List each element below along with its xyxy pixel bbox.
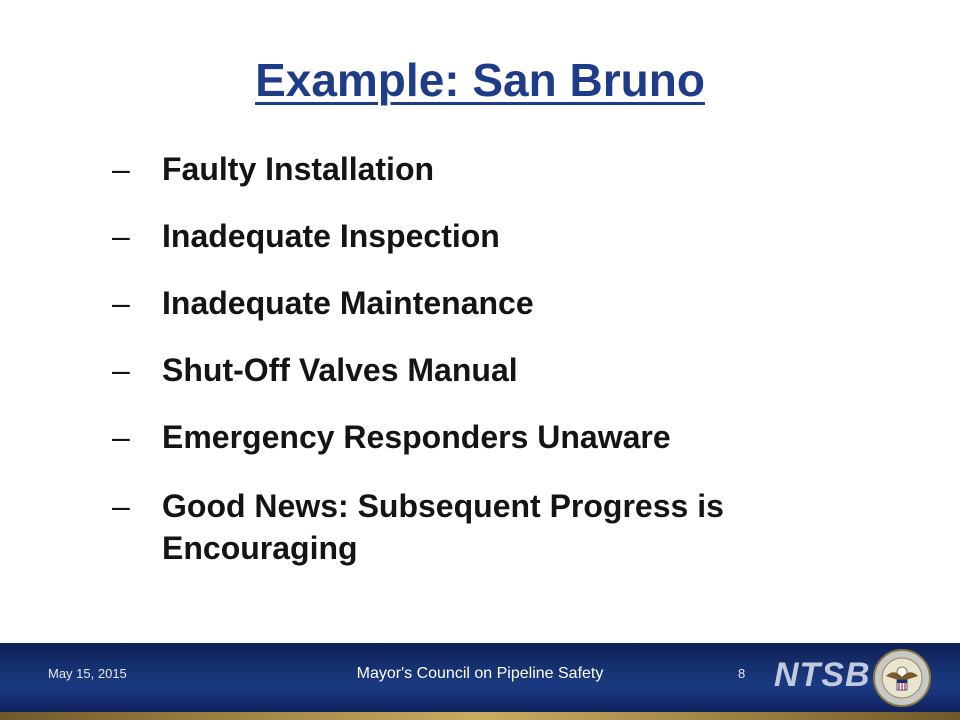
list-item: [112, 485, 852, 569]
list-item: [112, 351, 852, 389]
dash-icon: –: [112, 352, 130, 388]
footer-date: May 15, 2015: [48, 666, 127, 681]
slide-title: Example: San Bruno: [255, 54, 705, 106]
dash-icon: –: [112, 151, 130, 187]
list-item: [112, 418, 852, 456]
dash-icon: –: [112, 285, 130, 321]
dash-icon: –: [112, 488, 130, 524]
ntsb-seal-icon: [872, 648, 932, 708]
dash-icon: –: [112, 218, 130, 254]
list-item: [112, 217, 852, 255]
bullet-text: Shut-Off Valves Manual: [162, 352, 518, 388]
dash-icon: –: [112, 419, 130, 455]
bullet-text: Inadequate Maintenance: [162, 285, 534, 321]
bullet-text: Emergency Responders Unaware: [162, 419, 671, 455]
bullet-text: Faulty Installation: [162, 151, 435, 187]
bullet-list: [112, 150, 852, 598]
bullet-text: Inadequate Inspection: [162, 218, 500, 254]
ntsb-logo: NTSB: [774, 656, 871, 694]
bullet-text: Good News: Subsequent Progress is Encouraging: [162, 488, 724, 566]
footer-event-title: Mayor's Council on Pipeline Safety: [356, 665, 604, 682]
page-number: 8: [738, 666, 746, 681]
list-item: [112, 150, 852, 188]
list-item: [112, 284, 852, 322]
